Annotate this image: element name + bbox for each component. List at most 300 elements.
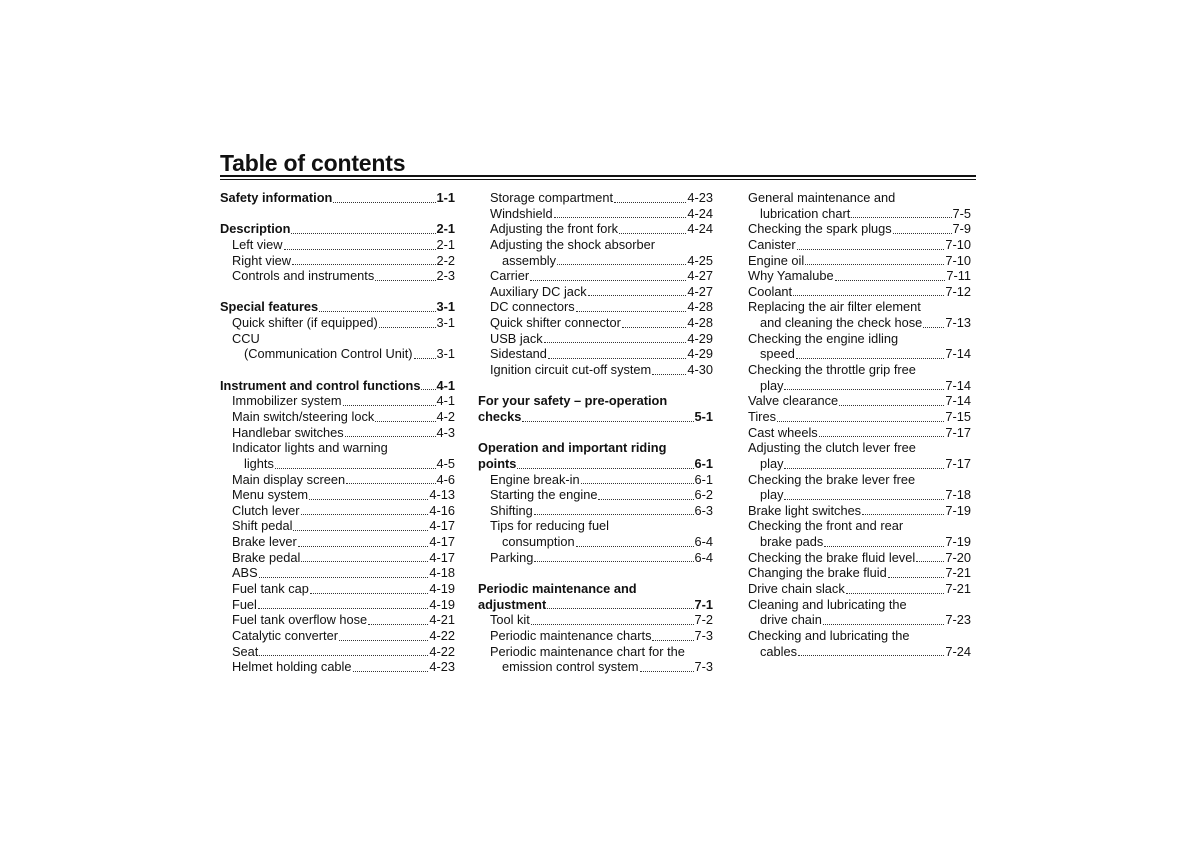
toc-page-number: 3-1 — [436, 315, 455, 331]
toc-entry[interactable] — [748, 425, 971, 441]
toc-page-number: 4-3 — [436, 424, 455, 440]
toc-entry-title: Description — [220, 221, 291, 237]
toc-entry-title: Ignition circuit cut-off system — [490, 362, 652, 378]
toc-entry-title: Fuel tank cap — [232, 581, 309, 596]
toc-page-number: 7-12 — [945, 283, 971, 299]
dot-leader — [916, 560, 944, 562]
dot-leader — [530, 279, 686, 281]
toc-page-number: 7-17 — [945, 455, 971, 471]
toc-entry[interactable] — [220, 440, 455, 456]
toc-page-number: 4-18 — [429, 565, 455, 581]
dot-leader — [547, 607, 693, 609]
toc-section-entry[interactable] — [478, 440, 713, 456]
toc-entry[interactable] — [220, 487, 455, 503]
dot-leader — [797, 248, 945, 250]
toc-entry-title: checks — [478, 408, 522, 424]
dot-leader — [784, 467, 944, 469]
toc-entry[interactable] — [220, 331, 455, 347]
toc-entry[interactable] — [748, 409, 971, 425]
toc-entry-title: Coolant — [748, 283, 793, 299]
toc-entry-title: Fuel — [232, 596, 257, 612]
toc-entry-title: brake pads — [760, 534, 824, 550]
toc-entry[interactable] — [748, 221, 971, 237]
toc-page-number: 3-1 — [436, 346, 455, 362]
toc-entry-title: Main display screen — [232, 471, 346, 487]
toc-entry[interactable] — [478, 612, 713, 628]
dot-leader — [614, 201, 686, 203]
toc-page-number: 4-17 — [429, 534, 455, 550]
dot-leader — [368, 623, 428, 625]
dot-leader — [375, 279, 435, 281]
toc-column-2 — [478, 190, 713, 675]
dot-leader — [375, 420, 435, 422]
toc-section-entry[interactable] — [478, 581, 713, 597]
toc-entry-title: Checking the engine idling — [748, 330, 899, 346]
toc-entry[interactable] — [220, 550, 455, 566]
toc-entry[interactable] — [748, 597, 971, 613]
toc-entry-title: Checking the brake lever free — [748, 471, 916, 487]
dot-leader — [819, 435, 945, 437]
toc-entry-title: play — [760, 377, 784, 393]
dot-leader — [798, 654, 944, 656]
toc-page-number: 4-27 — [687, 268, 713, 284]
dot-leader — [777, 420, 944, 422]
toc-page-number: 2-1 — [436, 236, 455, 252]
toc-entry[interactable] — [220, 253, 455, 269]
dot-leader — [531, 623, 694, 625]
toc-entry-title: Engine break-in — [490, 471, 580, 487]
toc-entry-title: USB jack — [490, 330, 543, 346]
toc-entry[interactable] — [748, 503, 971, 519]
toc-entry[interactable] — [748, 378, 971, 394]
toc-page-number: 7-11 — [946, 268, 971, 284]
toc-entry-title: Checking the throttle grip free — [748, 362, 916, 378]
dot-leader — [888, 576, 945, 578]
toc-entry-title: Quick shifter connector — [490, 315, 621, 331]
dot-leader — [576, 545, 694, 547]
toc-page-number: 7-17 — [945, 424, 971, 440]
toc-page-number: 7-20 — [945, 549, 971, 565]
toc-entry[interactable] — [748, 518, 971, 534]
toc-entry-title: Sidestand — [490, 346, 547, 362]
toc-entry-title: Clutch lever — [232, 502, 300, 518]
dot-leader — [581, 482, 694, 484]
toc-entry-title: Tires — [748, 408, 776, 424]
toc-entry[interactable] — [748, 612, 971, 628]
toc-entry-title: adjustment — [478, 596, 547, 612]
toc-entry[interactable] — [748, 284, 971, 300]
toc-entry[interactable] — [478, 550, 713, 566]
toc-column-1 — [220, 190, 455, 675]
toc-entry[interactable] — [220, 644, 455, 660]
toc-entry-title: Checking the front and rear — [748, 518, 904, 534]
toc-entry-title: Special features — [220, 299, 319, 315]
toc-entry[interactable] — [478, 503, 713, 519]
toc-page-number: 4-29 — [687, 330, 713, 346]
toc-page-number: 4-19 — [429, 581, 455, 596]
toc-page-number: 7-2 — [694, 612, 713, 628]
dot-leader — [839, 404, 944, 406]
toc-entry[interactable] — [748, 393, 971, 409]
toc-entry[interactable] — [748, 253, 971, 269]
toc-spacer — [220, 362, 455, 378]
toc-entry[interactable] — [748, 268, 971, 284]
dot-leader — [598, 498, 693, 500]
toc-entry[interactable] — [748, 190, 971, 206]
toc-page-number: 6-4 — [694, 549, 713, 565]
toc-page-number: 7-3 — [694, 659, 713, 675]
toc-section-entry[interactable] — [478, 456, 713, 472]
dot-leader — [301, 513, 429, 515]
toc-section-entry[interactable] — [478, 409, 713, 425]
toc-entry[interactable] — [478, 253, 713, 269]
toc-entry-title: lubrication chart — [760, 205, 851, 221]
toc-entry[interactable] — [478, 659, 713, 675]
dot-leader — [835, 279, 946, 281]
dot-leader — [534, 513, 694, 515]
dot-leader — [379, 326, 436, 328]
toc-page-number: 7-9 — [952, 221, 971, 237]
toc-entry-title: play — [760, 487, 784, 503]
toc-entry[interactable] — [220, 534, 455, 550]
toc-entry[interactable] — [478, 331, 713, 347]
toc-entry-title: Adjusting the clutch lever free — [748, 440, 916, 456]
toc-entry-title: Auxiliary DC jack — [490, 283, 587, 299]
toc-entry-title: Brake light switches — [748, 502, 862, 518]
dot-leader — [319, 310, 435, 312]
dot-leader — [517, 467, 693, 469]
dot-leader — [784, 388, 944, 390]
toc-section-entry[interactable] — [220, 378, 455, 394]
toc-entry-title: drive chain — [760, 612, 822, 628]
toc-page-number: 4-6 — [436, 471, 455, 487]
toc-entry-title: Engine oil — [748, 252, 805, 268]
toc-entry[interactable] — [220, 425, 455, 441]
dot-leader — [293, 529, 428, 531]
dot-leader — [640, 670, 694, 672]
dot-leader — [298, 545, 429, 547]
toc-page-number: 2-1 — [436, 221, 455, 237]
toc-entry[interactable] — [478, 346, 713, 362]
dot-leader — [421, 388, 435, 390]
toc-page-number: 5-1 — [694, 408, 713, 424]
toc-entry[interactable] — [478, 472, 713, 488]
toc-entry-title: points — [478, 455, 517, 471]
toc-entry-title: Shifting — [490, 502, 533, 518]
toc-entry-title: Canister — [748, 236, 796, 252]
dot-leader — [576, 310, 687, 312]
toc-page-number: 4-21 — [429, 612, 455, 628]
dot-leader — [793, 294, 944, 296]
toc-page-number: 4-16 — [429, 502, 455, 518]
toc-page-number: 7-21 — [945, 581, 971, 596]
dot-leader — [301, 560, 428, 562]
dot-leader — [291, 232, 435, 234]
dot-leader — [284, 248, 436, 250]
dot-leader — [893, 232, 952, 234]
dot-leader — [292, 263, 435, 265]
dot-leader — [823, 623, 944, 625]
dot-leader — [259, 576, 429, 578]
toc-entry[interactable] — [478, 628, 713, 644]
toc-entry-title: Checking the brake fluid level — [748, 549, 916, 565]
toc-entry-title: Quick shifter (if equipped) — [232, 315, 378, 331]
toc-entry[interactable] — [478, 206, 713, 222]
toc-entry[interactable] — [220, 456, 455, 472]
toc-entry[interactable] — [220, 268, 455, 284]
toc-entry[interactable] — [220, 659, 455, 675]
toc-entry[interactable] — [748, 565, 971, 581]
toc-entry[interactable] — [748, 299, 971, 315]
toc-entry[interactable] — [220, 581, 455, 597]
dot-leader — [652, 639, 693, 641]
toc-entry[interactable] — [748, 440, 971, 456]
toc-page-number: 4-29 — [687, 346, 713, 362]
toc-entry-title: Adjusting the front fork — [490, 221, 619, 237]
toc-entry-title: Indicator lights and warning — [232, 440, 388, 456]
toc-entry[interactable] — [478, 190, 713, 206]
toc-entry[interactable] — [748, 237, 971, 253]
toc-entry-title: Left view — [232, 236, 283, 252]
dot-leader — [414, 357, 436, 359]
toc-page-number: 7-23 — [945, 612, 971, 628]
dot-leader — [345, 435, 436, 437]
dot-leader — [652, 373, 686, 375]
toc-entry-title: Carrier — [490, 268, 530, 284]
dot-leader — [346, 482, 435, 484]
toc-page-number: 7-18 — [945, 487, 971, 503]
toc-entry-title: Periodic maintenance chart for the — [490, 643, 685, 659]
toc-entry[interactable] — [220, 565, 455, 581]
toc-entry-title: Drive chain slack — [748, 581, 845, 596]
toc-entry-title: Periodic maintenance and — [478, 581, 637, 597]
toc-entry[interactable] — [478, 534, 713, 550]
toc-entry[interactable] — [220, 518, 455, 534]
toc-entry[interactable] — [748, 362, 971, 378]
dot-leader — [353, 670, 429, 672]
toc-entry[interactable] — [748, 534, 971, 550]
toc-spacer — [478, 425, 713, 441]
toc-page-number: 4-28 — [687, 299, 713, 315]
dot-leader — [343, 404, 436, 406]
toc-entry-title: Menu system — [232, 487, 309, 503]
toc-entry-title: Replacing the air filter element — [748, 299, 921, 315]
toc-entry[interactable] — [478, 237, 713, 253]
toc-entry-title: Shift pedal — [232, 518, 293, 534]
toc-entry-title: Safety information — [220, 190, 333, 205]
toc-entry-title: Tool kit — [490, 612, 530, 628]
toc-entry[interactable] — [220, 472, 455, 488]
dot-leader — [259, 654, 428, 656]
toc-entry[interactable] — [220, 346, 455, 362]
toc-entry-title: DC connectors — [490, 299, 575, 315]
toc-page-number: 4-30 — [687, 362, 713, 378]
toc-page-number: 7-19 — [945, 502, 971, 518]
toc-section-entry[interactable] — [220, 190, 455, 206]
toc-entry-title: Storage compartment — [490, 190, 614, 205]
toc-page-number: 1-1 — [436, 190, 455, 205]
toc-entry-title: Brake lever — [232, 534, 297, 550]
toc-entry[interactable] — [220, 315, 455, 331]
toc-page-number: 4-25 — [687, 252, 713, 268]
toc-entry[interactable] — [478, 284, 713, 300]
toc-entry-title: Checking and lubricating the — [748, 627, 910, 643]
dot-leader — [796, 357, 945, 359]
toc-page-number: 7-1 — [694, 596, 713, 612]
toc-entry-title: Starting the engine — [490, 487, 598, 503]
toc-page-number: 4-24 — [687, 205, 713, 221]
toc-entry-title: Helmet holding cable — [232, 659, 352, 675]
toc-entry[interactable] — [220, 503, 455, 519]
toc-spacer — [478, 565, 713, 581]
toc-entry-title: Immobilizer system — [232, 393, 342, 409]
toc-page-number: 4-27 — [687, 283, 713, 299]
toc-entry-title: Catalytic converter — [232, 627, 338, 643]
dot-leader — [522, 420, 693, 422]
toc-entry-title: emission control system — [502, 659, 639, 675]
toc-page-number: 7-14 — [945, 377, 971, 393]
toc-entry-title: Periodic maintenance charts — [490, 627, 652, 643]
toc-entry-title: consumption — [502, 534, 575, 550]
toc-entry-title: Tips for reducing fuel — [490, 518, 610, 534]
dot-leader — [258, 607, 428, 609]
toc-entry[interactable] — [220, 237, 455, 253]
toc-entry-title: Checking the spark plugs — [748, 221, 892, 237]
toc-entry-title: ABS — [232, 565, 258, 581]
toc-page-number: 3-1 — [436, 299, 455, 315]
toc-spacer — [220, 206, 455, 222]
toc-page-number: 7-14 — [945, 346, 971, 362]
toc-page-number: 6-1 — [694, 471, 713, 487]
toc-page-number: 4-23 — [429, 659, 455, 675]
dot-leader — [923, 326, 944, 328]
toc-page-number: 7-3 — [694, 627, 713, 643]
toc-entry-title: Seat — [232, 643, 259, 659]
toc-entry-title: Cast wheels — [748, 424, 818, 440]
toc-entry-title: Windshield — [490, 205, 553, 221]
toc-column-3 — [748, 190, 971, 659]
toc-entry[interactable] — [220, 628, 455, 644]
toc-entry-title: speed — [760, 346, 795, 362]
toc-entry[interactable] — [748, 487, 971, 503]
toc-entry-title: Adjusting the shock absorber — [490, 236, 656, 252]
dot-leader — [824, 545, 944, 547]
toc-page-number: 4-1 — [436, 377, 455, 393]
toc-page-number: 7-13 — [945, 315, 971, 331]
toc-entry[interactable] — [478, 299, 713, 315]
toc-entry-title: cables — [760, 643, 797, 659]
toc-page-number: 4-22 — [429, 643, 455, 659]
toc-page-number: 7-24 — [945, 643, 971, 659]
dot-leader — [862, 513, 944, 515]
toc-page-number: 4-22 — [429, 627, 455, 643]
toc-page-number: 4-28 — [687, 315, 713, 331]
toc-spacer — [478, 378, 713, 394]
toc-page-number: 2-2 — [436, 252, 455, 268]
dot-leader — [805, 263, 944, 265]
toc-page-number: 7-15 — [945, 408, 971, 424]
toc-page-number: 6-3 — [694, 502, 713, 518]
toc-entry-title: lights — [244, 455, 274, 471]
toc-page-number: 4-19 — [429, 596, 455, 612]
toc-page-number: 7-21 — [945, 565, 971, 581]
toc-section-entry[interactable] — [220, 221, 455, 237]
toc-page-number: 6-4 — [694, 534, 713, 550]
toc-entry[interactable] — [478, 518, 713, 534]
toc-entry-title: Cleaning and lubricating the — [748, 596, 907, 612]
toc-entry[interactable] — [748, 644, 971, 660]
toc-entry[interactable] — [478, 221, 713, 237]
toc-entry[interactable] — [748, 315, 971, 331]
toc-page-number: 7-19 — [945, 534, 971, 550]
toc-entry[interactable] — [220, 612, 455, 628]
toc-entry[interactable] — [748, 206, 971, 222]
toc-entry[interactable] — [478, 362, 713, 378]
toc-entry-title: Right view — [232, 252, 292, 268]
dot-leader — [554, 216, 687, 218]
dot-leader — [622, 326, 687, 328]
toc-entry[interactable] — [478, 487, 713, 503]
toc-entry[interactable] — [478, 644, 713, 660]
toc-section-entry[interactable] — [220, 299, 455, 315]
dot-leader — [534, 560, 693, 562]
toc-entry[interactable] — [748, 456, 971, 472]
toc-entry-title: Operation and important riding — [478, 440, 667, 456]
toc-entry[interactable] — [220, 597, 455, 613]
toc-entry[interactable] — [478, 268, 713, 284]
dot-leader — [557, 263, 686, 265]
toc-page-number: 4-24 — [687, 221, 713, 237]
title-rule — [220, 175, 976, 180]
dot-leader — [544, 341, 687, 343]
toc-entry-title: For your safety – pre-operation — [478, 393, 668, 409]
toc-entry-title: and cleaning the check hose — [760, 315, 923, 331]
toc-entry[interactable] — [748, 628, 971, 644]
dot-leader — [310, 592, 429, 594]
toc-entry[interactable] — [748, 550, 971, 566]
toc-entry[interactable] — [748, 346, 971, 362]
toc-page-number: 7-10 — [945, 236, 971, 252]
toc-page-number: 4-13 — [429, 487, 455, 503]
toc-entry[interactable] — [220, 409, 455, 425]
toc-page-number: 4-17 — [429, 518, 455, 534]
dot-leader — [846, 592, 945, 594]
toc-page-number: 6-1 — [694, 455, 713, 471]
page-title: Table of contents — [220, 150, 406, 176]
toc-page-number: 4-17 — [429, 549, 455, 565]
toc-entry[interactable] — [748, 331, 971, 347]
toc-page-number: 2-3 — [436, 268, 455, 284]
toc-section-entry[interactable] — [478, 597, 713, 613]
dot-leader — [339, 639, 428, 641]
dot-leader — [619, 232, 686, 234]
toc-entry-title: assembly — [502, 252, 557, 268]
dot-leader — [309, 498, 428, 500]
toc-entry-title: Main switch/steering lock — [232, 408, 375, 424]
toc-entry[interactable] — [748, 581, 971, 597]
toc-section-entry[interactable] — [478, 393, 713, 409]
dot-leader — [333, 201, 435, 203]
toc-entry[interactable] — [748, 472, 971, 488]
toc-entry-title: Instrument and control functions — [220, 377, 421, 393]
toc-entry[interactable] — [220, 393, 455, 409]
toc-entry-title: Valve clearance — [748, 393, 839, 409]
toc-entry[interactable] — [478, 315, 713, 331]
toc-entry-title: Parking — [490, 549, 534, 565]
toc-page-number: 7-5 — [952, 205, 971, 221]
dot-leader — [548, 357, 686, 359]
toc-entry-title: (Communication Control Unit) — [244, 346, 413, 362]
